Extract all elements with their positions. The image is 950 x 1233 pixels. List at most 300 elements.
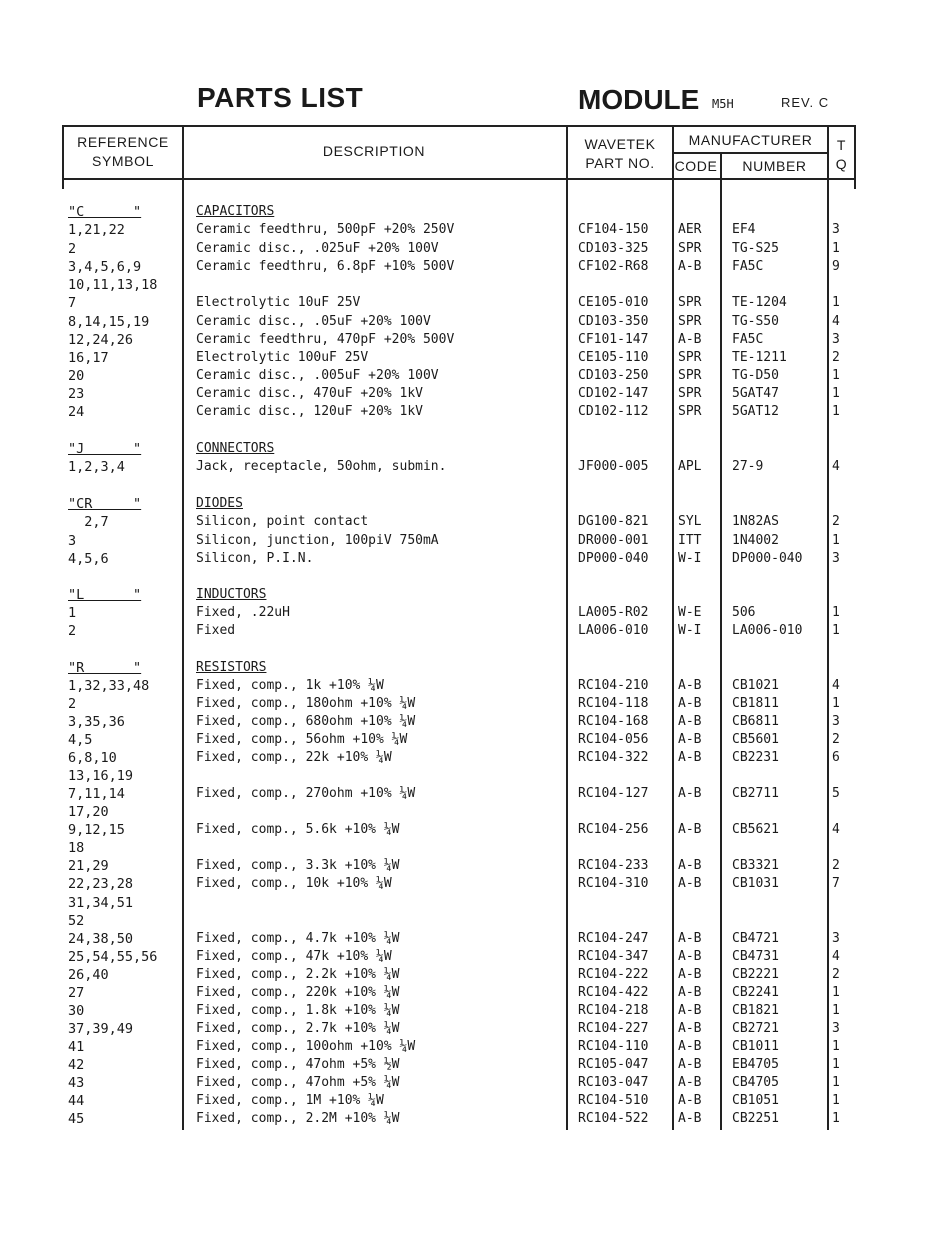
part-number-cell: RC104-422: [578, 985, 649, 1000]
reference-symbol-cell: 10,11,13,18: [68, 277, 158, 293]
quantity-cell: 6: [832, 750, 840, 765]
part-number-cell: RC104-218: [578, 1003, 649, 1018]
table-row: [0, 749, 950, 767]
manufacturer-number-cell: CB2221: [732, 967, 779, 982]
reference-symbol-cell: 37,39,49: [68, 1021, 134, 1037]
table-row: [0, 912, 950, 930]
part-number-cell: RC103-047: [578, 1075, 649, 1090]
quantity-cell: 3: [832, 714, 840, 729]
table-row: [0, 331, 950, 349]
manufacturer-number-cell: CB1821: [732, 1003, 779, 1018]
description-cell: Fixed, comp., 2.2k +10% ¼W: [196, 967, 400, 982]
part-number-cell: CD103-250: [578, 368, 649, 383]
manufacturer-number-cell: CB6811: [732, 714, 779, 729]
part-number-cell: CE105-010: [578, 295, 649, 310]
table-row: [0, 1074, 950, 1092]
description-cell: Fixed, comp., 5.6k +10% ¼W: [196, 822, 400, 837]
description-cell: RESISTORS: [196, 660, 267, 675]
quantity-cell: 3: [832, 222, 840, 237]
table-row: [0, 240, 950, 258]
header-code: [672, 157, 720, 176]
reference-symbol-cell: 31,34,51: [68, 895, 134, 911]
quantity-cell: 4: [832, 678, 840, 693]
description-cell: Ceramic disc., .005uF +20% 100V: [196, 368, 439, 383]
table-row: [0, 930, 950, 948]
reference-symbol-cell: 1,21,22: [68, 222, 125, 238]
table-row: [0, 677, 950, 695]
reference-symbol-cell: 24,38,50: [68, 931, 134, 947]
part-number-cell: RC104-056: [578, 732, 649, 747]
manufacturer-code-cell: A-B: [678, 259, 702, 274]
reference-symbol-cell: 22,23,28: [68, 876, 134, 892]
manufacturer-number-cell: CB1031: [732, 876, 779, 891]
quantity-cell: 1: [832, 1075, 840, 1090]
description-cell: Fixed, comp., 2.2M +10% ¼W: [196, 1111, 400, 1126]
part-number-cell: RC104-127: [578, 786, 649, 801]
table-row: [0, 1002, 950, 1020]
description-cell: Silicon, point contact: [196, 514, 369, 529]
table-row: [0, 731, 950, 749]
manufacturer-number-cell: CB1811: [732, 696, 779, 711]
part-number-cell: DP000-040: [578, 551, 649, 566]
part-number-cell: RC104-110: [578, 1039, 649, 1054]
part-number-cell: RC104-522: [578, 1111, 649, 1126]
quantity-cell: 4: [832, 459, 840, 474]
manufacturer-code-cell: A-B: [678, 967, 702, 982]
manufacturer-number-cell: CB5601: [732, 732, 779, 747]
manufacturer-number-cell: EF4: [732, 222, 756, 237]
manufacturer-number-cell: CB5621: [732, 822, 779, 837]
part-number-cell: RC104-118: [578, 696, 649, 711]
reference-symbol-cell: "L ": [68, 587, 142, 603]
part-number-cell: RC104-168: [578, 714, 649, 729]
reference-symbol-cell: "J ": [68, 441, 142, 457]
description-cell: Ceramic disc., .05uF +20% 100V: [196, 314, 431, 329]
part-number-cell: RC104-510: [578, 1093, 649, 1108]
header-part-no: [568, 135, 672, 173]
part-number-cell: LA006-010: [578, 623, 649, 638]
quantity-cell: 1: [832, 241, 840, 256]
reference-symbol-cell: 7,11,14: [68, 786, 125, 802]
description-cell: Fixed, comp., 1.8k +10% ¼W: [196, 1003, 400, 1018]
manufacturer-code-cell: A-B: [678, 1003, 702, 1018]
part-number-cell: RC104-233: [578, 858, 649, 873]
table-row: [0, 857, 950, 875]
reference-symbol-cell: 9,12,15: [68, 822, 125, 838]
page-title: PARTS LIST: [197, 82, 364, 113]
manufacturer-code-cell: W-E: [678, 605, 702, 620]
reference-symbol-cell: 20: [68, 368, 85, 384]
reference-symbol-cell: 27: [68, 985, 85, 1001]
manufacturer-number-cell: LA006-010: [732, 623, 803, 638]
part-number-cell: CF104-150: [578, 222, 649, 237]
part-number-cell: RC104-210: [578, 678, 649, 693]
manufacturer-number-cell: 506: [732, 605, 756, 620]
header-manufacturer: [674, 131, 827, 150]
manufacturer-number-cell: EB4705: [732, 1057, 779, 1072]
part-number-cell: RC104-222: [578, 967, 649, 982]
table-row: [0, 604, 950, 622]
table-row: [0, 875, 950, 893]
table-row: [0, 948, 950, 966]
manufacturer-code-cell: W-I: [678, 623, 702, 638]
description-cell: Silicon, P.I.N.: [196, 551, 314, 566]
header-tq-text: T Q: [835, 137, 848, 172]
reference-symbol-cell: 52: [68, 913, 85, 929]
reference-symbol-cell: 2: [68, 241, 77, 257]
manufacturer-code-cell: SPR: [678, 314, 702, 329]
manufacturer-number-cell: CB4705: [732, 1075, 779, 1090]
table-row: [0, 966, 950, 984]
description-cell: Fixed, comp., 1k +10% ¼W: [196, 678, 384, 693]
reference-symbol-cell: 12,24,26: [68, 332, 134, 348]
description-cell: Fixed, comp., 47ohm +5% ½W: [196, 1057, 400, 1072]
module-id: M5H: [712, 97, 734, 111]
section-header-row: [0, 659, 950, 677]
quantity-cell: 3: [832, 332, 840, 347]
header-number-text: NUMBER: [742, 158, 807, 174]
reference-symbol-cell: 1: [68, 605, 77, 621]
header-reference-symbol: [64, 133, 182, 171]
table-row: [0, 984, 950, 1002]
table-row: [0, 313, 950, 331]
table-row: [0, 403, 950, 421]
reference-symbol-cell: 4,5: [68, 732, 93, 748]
reference-symbol-cell: 17,20: [68, 804, 109, 820]
quantity-cell: 1: [832, 1039, 840, 1054]
description-cell: CAPACITORS: [196, 204, 275, 219]
quantity-cell: 1: [832, 404, 840, 419]
manufacturer-code-cell: SPR: [678, 404, 702, 419]
quantity-cell: 1: [832, 295, 840, 310]
table-row: [0, 1110, 950, 1128]
manufacturer-number-cell: TG-S50: [732, 314, 779, 329]
reference-symbol-cell: 1,32,33,48: [68, 678, 150, 694]
manufacturer-code-cell: A-B: [678, 931, 702, 946]
part-number-cell: CD102-112: [578, 404, 649, 419]
table-row: [0, 1092, 950, 1110]
manufacturer-number-cell: 5GAT12: [732, 404, 779, 419]
part-number-cell: CD103-350: [578, 314, 649, 329]
section-header-row: [0, 440, 950, 458]
part-number-cell: DR000-001: [578, 533, 649, 548]
quantity-cell: 2: [832, 858, 840, 873]
manufacturer-number-cell: 27-9: [732, 459, 764, 474]
quantity-cell: 2: [832, 350, 840, 365]
manufacturer-number-cell: CB1051: [732, 1093, 779, 1108]
manufacturer-number-cell: CB4721: [732, 931, 779, 946]
part-number-cell: RC104-247: [578, 931, 649, 946]
part-number-cell: CE105-110: [578, 350, 649, 365]
description-cell: Fixed, comp., 100ohm +10% ¼W: [196, 1039, 416, 1054]
description-cell: Fixed, comp., 4.7k +10% ¼W: [196, 931, 400, 946]
quantity-cell: 1: [832, 386, 840, 401]
section-header-row: [0, 203, 950, 221]
manufacturer-code-cell: A-B: [678, 858, 702, 873]
part-number-cell: CD102-147: [578, 386, 649, 401]
header-tq: [829, 136, 854, 174]
part-number-cell: DG100-821: [578, 514, 649, 529]
manufacturer-number-cell: 5GAT47: [732, 386, 779, 401]
manufacturer-code-cell: W-I: [678, 551, 702, 566]
table-row: [0, 785, 950, 803]
description-cell: Fixed, comp., 10k +10% ¼W: [196, 876, 392, 891]
manufacturer-number-cell: CB2251: [732, 1111, 779, 1126]
quantity-cell: 3: [832, 551, 840, 566]
reference-symbol-cell: 13,16,19: [68, 768, 134, 784]
part-number-cell: RC104-256: [578, 822, 649, 837]
section-header-row: [0, 495, 950, 513]
quantity-cell: 1: [832, 533, 840, 548]
table-row: [0, 532, 950, 550]
manufacturer-code-cell: A-B: [678, 696, 702, 711]
description-cell: Fixed, comp., 47k +10% ¼W: [196, 949, 392, 964]
header-number: [722, 157, 827, 176]
manufacturer-number-cell: TG-D50: [732, 368, 779, 383]
reference-symbol-cell: 25,54,55,56: [68, 949, 158, 965]
description-cell: Ceramic feedthru, 6.8pF +10% 500V: [196, 259, 455, 274]
description-cell: Fixed, comp., 2.7k +10% ¼W: [196, 1021, 400, 1036]
description-cell: CONNECTORS: [196, 441, 275, 456]
table-row: [0, 1038, 950, 1056]
manufacturer-code-cell: A-B: [678, 332, 702, 347]
header-part-text: WAVETEK PART NO.: [584, 136, 656, 171]
manufacturer-number-cell: CB2241: [732, 985, 779, 1000]
table-row: [0, 1020, 950, 1038]
reference-symbol-cell: "C ": [68, 204, 142, 220]
description-cell: Fixed, comp., 180ohm +10% ¼W: [196, 696, 416, 711]
reference-symbol-cell: "R ": [68, 660, 142, 676]
manufacturer-code-cell: SPR: [678, 386, 702, 401]
description-cell: Fixed, comp., 56ohm +10% ¼W: [196, 732, 408, 747]
table-row: [0, 821, 950, 839]
reference-symbol-cell: 6,8,10: [68, 750, 117, 766]
manufacturer-code-cell: A-B: [678, 949, 702, 964]
description-cell: Fixed, comp., 680ohm +10% ¼W: [196, 714, 416, 729]
part-number-cell: LA005-R02: [578, 605, 649, 620]
manufacturer-code-cell: A-B: [678, 732, 702, 747]
reference-symbol-cell: 16,17: [68, 350, 109, 366]
part-number-cell: CF102-R68: [578, 259, 649, 274]
col-divider-right: [854, 125, 856, 189]
description-cell: Fixed, comp., 47ohm +5% ¼W: [196, 1075, 400, 1090]
table-row: [0, 221, 950, 239]
quantity-cell: 1: [832, 605, 840, 620]
reference-symbol-cell: 43: [68, 1075, 85, 1091]
description-cell: Ceramic disc., .025uF +20% 100V: [196, 241, 439, 256]
reference-symbol-cell: 44: [68, 1093, 85, 1109]
revision: REV. C: [781, 95, 830, 110]
manufacturer-code-cell: A-B: [678, 1111, 702, 1126]
description-cell: Fixed, comp., 270ohm +10% ¼W: [196, 786, 416, 801]
manufacturer-code-cell: A-B: [678, 1057, 702, 1072]
part-number-cell: RC104-347: [578, 949, 649, 964]
manufacturer-number-cell: CB2711: [732, 786, 779, 801]
reference-symbol-cell: 1,2,3,4: [68, 459, 125, 475]
description-cell: Fixed, comp., 1M +10% ¼W: [196, 1093, 384, 1108]
reference-symbol-cell: 2: [68, 696, 77, 712]
manufacturer-number-cell: FA5C: [732, 332, 764, 347]
manufacturer-number-cell: CB3321: [732, 858, 779, 873]
manufacturer-number-cell: 1N82AS: [732, 514, 779, 529]
description-cell: Ceramic feedthru, 500pF +20% 250V: [196, 222, 455, 237]
manufacturer-code-cell: APL: [678, 459, 702, 474]
manufacturer-number-cell: CB2721: [732, 1021, 779, 1036]
quantity-cell: 1: [832, 1003, 840, 1018]
reference-symbol-cell: 41: [68, 1039, 85, 1055]
quantity-cell: 1: [832, 985, 840, 1000]
manufacturer-code-cell: A-B: [678, 985, 702, 1000]
manufacturer-code-cell: A-B: [678, 786, 702, 801]
part-number-cell: RC104-322: [578, 750, 649, 765]
table-row: [0, 367, 950, 385]
quantity-cell: 4: [832, 949, 840, 964]
quantity-cell: 1: [832, 1093, 840, 1108]
manufacturer-number-cell: 1N4002: [732, 533, 779, 548]
quantity-cell: 9: [832, 259, 840, 274]
reference-symbol-cell: 4,5,6: [68, 551, 109, 567]
table-row: [0, 294, 950, 312]
reference-symbol-cell: 18: [68, 840, 85, 856]
reference-symbol-cell: 3,4,5,6,9: [68, 259, 142, 275]
table-row: [0, 1056, 950, 1074]
quantity-cell: 1: [832, 368, 840, 383]
header-code-text: CODE: [674, 158, 718, 174]
manufacturer-code-cell: A-B: [678, 678, 702, 693]
manufacturer-code-cell: SPR: [678, 241, 702, 256]
reference-symbol-cell: 3: [68, 533, 77, 549]
manufacturer-code-cell: A-B: [678, 714, 702, 729]
table-row: [0, 349, 950, 367]
part-number-cell: RC105-047: [578, 1057, 649, 1072]
table-row: [0, 695, 950, 713]
manufacturer-code-cell: A-B: [678, 1075, 702, 1090]
manufacturer-number-cell: CB2231: [732, 750, 779, 765]
part-number-cell: CF101-147: [578, 332, 649, 347]
quantity-cell: 7: [832, 876, 840, 891]
quantity-cell: 3: [832, 931, 840, 946]
description-cell: Fixed: [196, 623, 236, 638]
quantity-cell: 3: [832, 1021, 840, 1036]
section-header-row: [0, 586, 950, 604]
manufacturer-code-cell: A-B: [678, 750, 702, 765]
header-desc-text: DESCRIPTION: [322, 143, 426, 159]
table-top-border: [62, 125, 855, 127]
reference-symbol-cell: 2,7: [68, 514, 109, 530]
reference-symbol-cell: 26,40: [68, 967, 109, 983]
table-row: [0, 839, 950, 857]
table-row: [0, 622, 950, 640]
part-number-cell: CD103-325: [578, 241, 649, 256]
quantity-cell: 4: [832, 822, 840, 837]
manufacturer-code-cell: ITT: [678, 533, 702, 548]
manufacturer-code-cell: SPR: [678, 368, 702, 383]
manufacturer-code-cell: AER: [678, 222, 702, 237]
description-cell: Ceramic disc., 470uF +20% 1kV: [196, 386, 423, 401]
reference-symbol-cell: 24: [68, 404, 85, 420]
manufacturer-code-cell: SYL: [678, 514, 702, 529]
description-cell: Fixed, comp., 220k +10% ¼W: [196, 985, 400, 1000]
reference-symbol-cell: 3,35,36: [68, 714, 125, 730]
description-cell: Fixed, comp., 22k +10% ¼W: [196, 750, 392, 765]
manufacturer-number-cell: CB1021: [732, 678, 779, 693]
quantity-cell: 2: [832, 967, 840, 982]
quantity-cell: 2: [832, 514, 840, 529]
table-row: [0, 458, 950, 476]
table-row: [0, 385, 950, 403]
description-cell: DIODES: [196, 496, 243, 511]
header-description: [184, 142, 564, 161]
quantity-cell: 1: [832, 1057, 840, 1072]
table-row: [0, 767, 950, 785]
description-cell: Electrolytic 10uF 25V: [196, 295, 361, 310]
manufacturer-number-cell: CB1011: [732, 1039, 779, 1054]
quantity-cell: 1: [832, 623, 840, 638]
table-row: [0, 713, 950, 731]
table-row: [0, 513, 950, 531]
description-cell: Ceramic disc., 120uF +20% 1kV: [196, 404, 423, 419]
description-cell: INDUCTORS: [196, 587, 267, 602]
manufacturer-number-cell: TG-S25: [732, 241, 779, 256]
reference-symbol-cell: 42: [68, 1057, 85, 1073]
module-label: MODULE: [578, 84, 700, 115]
quantity-cell: 2: [832, 732, 840, 747]
reference-symbol-cell: 2: [68, 623, 77, 639]
manufacturer-divider: [672, 152, 827, 154]
manufacturer-code-cell: SPR: [678, 295, 702, 310]
manufacturer-number-cell: FA5C: [732, 259, 764, 274]
reference-symbol-cell: 45: [68, 1111, 85, 1127]
table-row: [0, 803, 950, 821]
header-manufacturer-text: MANUFACTURER: [688, 132, 813, 148]
table-row: [0, 550, 950, 568]
description-cell: Fixed, .22uH: [196, 605, 290, 620]
manufacturer-code-cell: A-B: [678, 1039, 702, 1054]
quantity-cell: 1: [832, 696, 840, 711]
manufacturer-number-cell: TE-1204: [732, 295, 787, 310]
manufacturer-number-cell: DP000-040: [732, 551, 803, 566]
reference-symbol-cell: 7: [68, 295, 77, 311]
part-number-cell: JF000-005: [578, 459, 649, 474]
reference-symbol-cell: "CR ": [68, 496, 142, 512]
reference-symbol-cell: 8,14,15,19: [68, 314, 150, 330]
manufacturer-number-cell: TE-1211: [732, 350, 787, 365]
description-cell: Ceramic feedthru, 470pF +20% 500V: [196, 332, 455, 347]
quantity-cell: 5: [832, 786, 840, 801]
table-row: [0, 276, 950, 294]
manufacturer-code-cell: A-B: [678, 876, 702, 891]
reference-symbol-cell: 23: [68, 386, 85, 402]
reference-symbol-cell: 30: [68, 1003, 85, 1019]
manufacturer-code-cell: A-B: [678, 822, 702, 837]
part-number-cell: RC104-227: [578, 1021, 649, 1036]
header-bottom-border: [62, 178, 855, 180]
manufacturer-code-cell: A-B: [678, 1021, 702, 1036]
manufacturer-code-cell: A-B: [678, 1093, 702, 1108]
description-cell: Electrolytic 100uF 25V: [196, 350, 369, 365]
table-row: [0, 258, 950, 276]
header-ref-text: REFERENCE SYMBOL: [77, 134, 169, 169]
description-cell: Fixed, comp., 3.3k +10% ¼W: [196, 858, 400, 873]
part-number-cell: RC104-310: [578, 876, 649, 891]
quantity-cell: 4: [832, 314, 840, 329]
description-cell: Jack, receptacle, 50ohm, submin.: [196, 459, 447, 474]
description-cell: Silicon, junction, 100piV 750mA: [196, 533, 439, 548]
manufacturer-code-cell: SPR: [678, 350, 702, 365]
quantity-cell: 1: [832, 1111, 840, 1126]
manufacturer-number-cell: CB4731: [732, 949, 779, 964]
table-row: [0, 894, 950, 912]
